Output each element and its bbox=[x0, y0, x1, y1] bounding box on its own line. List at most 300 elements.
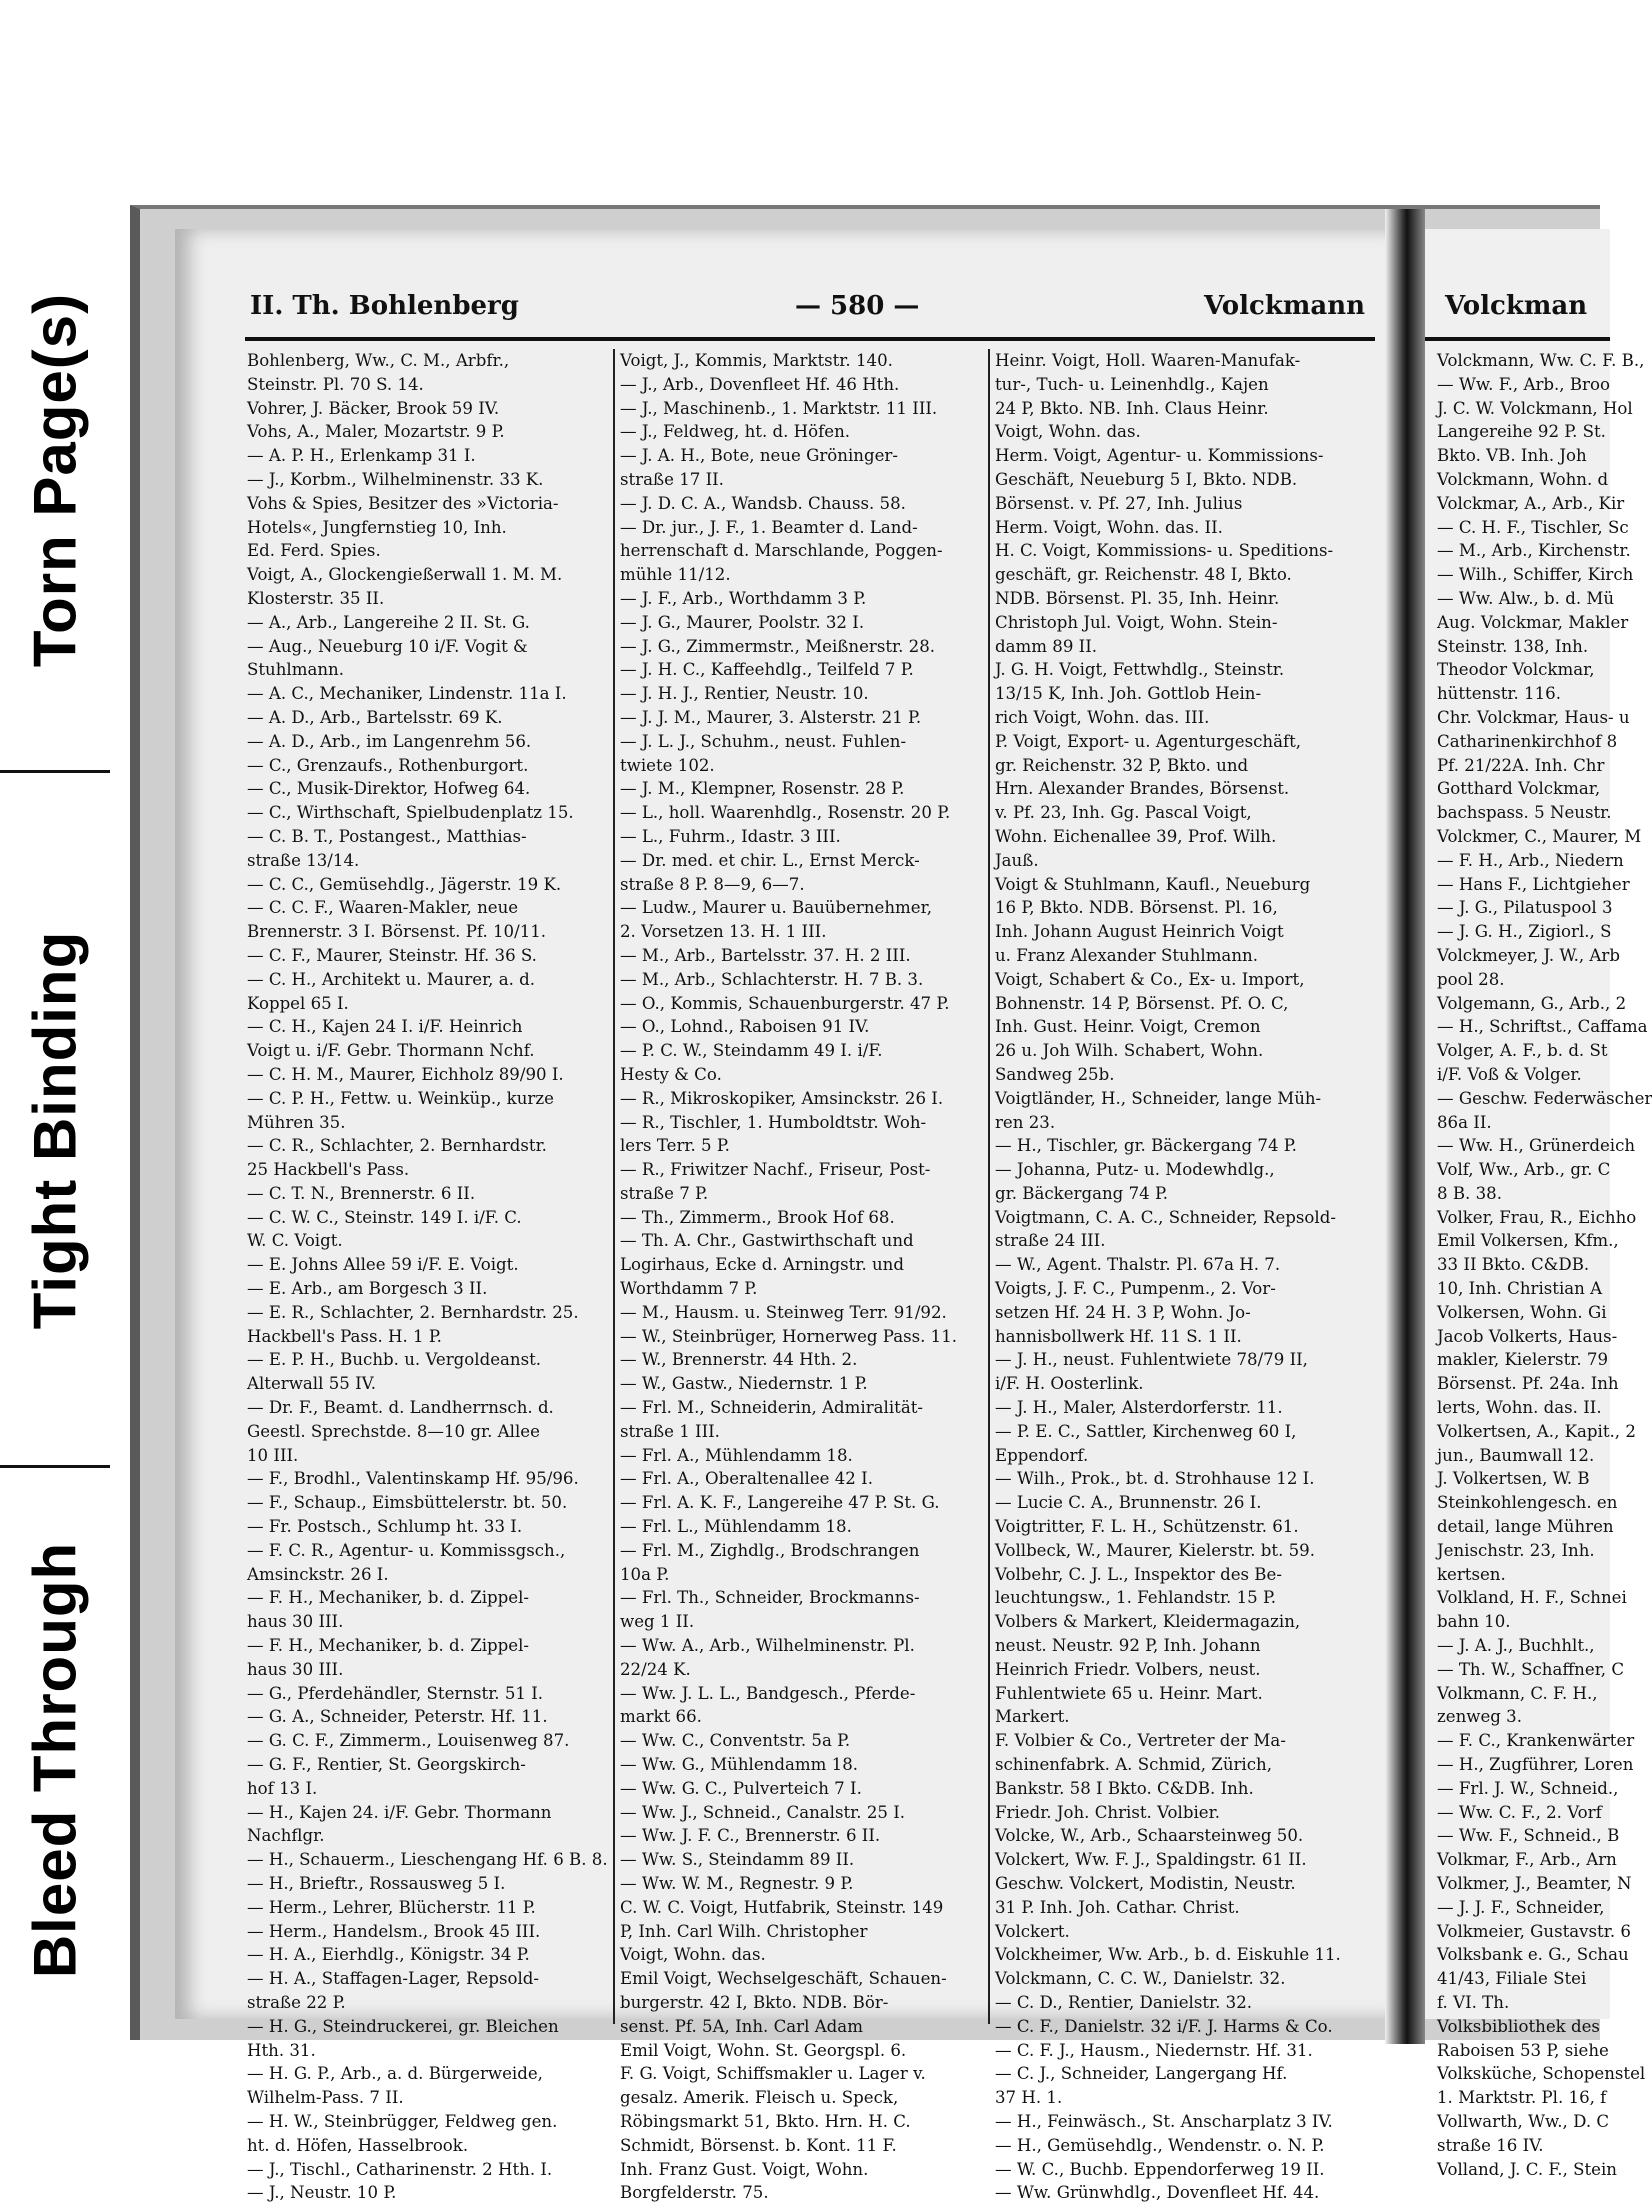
entry-line: Brennerstr. 3 I. Börsenst. Pf. 10/11. bbox=[247, 922, 547, 942]
entry-line: 26 u. Joh Wilh. Schabert, Wohn. bbox=[995, 1041, 1264, 1061]
entry-line: ht. d. Höfen, Hasselbrook. bbox=[247, 2135, 469, 2155]
entry-line: Vohrer, J. Bäcker, Brook 59 IV. bbox=[247, 398, 500, 418]
entry-line: — Fr. Postsch., Schlump ht. 33 I. bbox=[247, 1517, 523, 1537]
entry-line: — Frl. Th., Schneider, Brockmanns- bbox=[620, 1588, 920, 1608]
entry-line: — J. G., Pilatuspool 3 bbox=[1437, 898, 1613, 918]
entry-line: pool 28. bbox=[1437, 969, 1505, 989]
entry-line: hannisbollwerk Hf. 11 S. 1 II. bbox=[995, 1326, 1242, 1346]
entry-line: gr. Bäckergang 74 P. bbox=[995, 1183, 1169, 1203]
entry-line: — H., Schauerm., Lieschengang Hf. 6 B. 8. bbox=[247, 1850, 608, 1870]
entry-line: Vollwarth, Ww., D. C bbox=[1437, 2111, 1610, 2131]
entry-line: — L., holl. Waarenhdlg., Rosenstr. 20 P. bbox=[620, 803, 951, 823]
entry-line: bachspass. 5 Neustr. bbox=[1437, 803, 1612, 823]
entry-line: Heinrich Friedr. Volbers, neust. bbox=[995, 1659, 1261, 1679]
entry-line: — C. H., Kajen 24 I. i/F. Heinrich bbox=[247, 1017, 523, 1037]
entry-line: Wilhelm-Pass. 7 II. bbox=[247, 2088, 404, 2108]
entry-line: neust. Neustr. 92 P, Inh. Johann bbox=[995, 1636, 1261, 1656]
entry-line: Voigtländer, H., Schneider, lange Müh- bbox=[995, 1088, 1322, 1108]
entry-line: — Dr. F., Beamt. d. Landherrnsch. d. bbox=[247, 1398, 554, 1418]
entry-line: Volkmann, C. F. H., bbox=[1437, 1683, 1598, 1703]
entry-line: Sandweg 25b. bbox=[995, 1064, 1115, 1084]
entry-line: — Frl. A., Oberaltenallee 42 I. bbox=[620, 1469, 873, 1489]
entry-line: — C. H. F., Tischler, Sc bbox=[1437, 517, 1629, 537]
entry-line: — J., Feldweg, ht. d. Höfen. bbox=[620, 422, 851, 442]
entry-line: Inh. Gust. Heinr. Voigt, Cremon bbox=[995, 1017, 1261, 1037]
entry-line: Amsinckstr. 26 I. bbox=[247, 1564, 389, 1584]
entry-line: straße 7 P. bbox=[620, 1183, 709, 1203]
entry-line: Voigts, J. F. C., Pumpenm., 2. Vor- bbox=[995, 1279, 1276, 1299]
entry-line: P, Inh. Carl Wilh. Christopher bbox=[620, 1921, 868, 1941]
entry-line: — C., Musik-Direktor, Hofweg 64. bbox=[247, 779, 531, 799]
entry-line: Volckmar, A., Arb., Kir bbox=[1437, 493, 1625, 513]
entry-line: Volkmeier, Gustavstr. 6 bbox=[1437, 1921, 1631, 1941]
entry-line: — H. G. P., Arb., a. d. Bürgerweide, bbox=[247, 2064, 543, 2084]
entry-line: — F. H., Arb., Niedern bbox=[1437, 850, 1624, 870]
entry-line: — Ww. F., Schneid., B bbox=[1437, 1826, 1620, 1846]
entry-line: — W., Gastw., Niedernstr. 1 P. bbox=[620, 1374, 868, 1394]
entry-line: — E. P. H., Buchb. u. Vergoldeanst. bbox=[247, 1350, 542, 1370]
entry-line: J. Volkertsen, W. B bbox=[1437, 1469, 1590, 1489]
entry-line: Volkersen, Wohn. Gi bbox=[1437, 1302, 1607, 1322]
entry-line: Christoph Jul. Voigt, Wohn. Stein- bbox=[995, 612, 1278, 632]
entry-line: — Frl. A., Mühlendamm 18. bbox=[620, 1445, 853, 1465]
entry-line: Pf. 21/22A. Inh. Chr bbox=[1437, 755, 1605, 775]
entry-line: — Ww. Grünwhdlg., Dovenfleet Hf. 44. bbox=[995, 2183, 1320, 2203]
entry-line: — O., Lohnd., Raboisen 91 IV. bbox=[620, 1017, 870, 1037]
entry-line: — Frl. J. W., Schneid., bbox=[1437, 1778, 1619, 1798]
entry-line: damm 89 II. bbox=[995, 636, 1098, 656]
entry-line: Jenischstr. 23, Inh. bbox=[1437, 1540, 1595, 1560]
entry-line: — P. C. W., Steindamm 49 I. i/F. bbox=[620, 1041, 883, 1061]
entry-line: haus 30 III. bbox=[247, 1612, 344, 1632]
entry-line: — F. C. R., Agentur- u. Kommissgsch., bbox=[247, 1540, 566, 1560]
entry-line: Volger, A. F., b. d. St bbox=[1437, 1041, 1608, 1061]
entry-line: Emil Voigt, Wohn. St. Georgspl. 6. bbox=[620, 2040, 907, 2060]
column-2 bbox=[620, 349, 985, 2205]
entry-line: 10a P. bbox=[620, 1564, 670, 1584]
page-number: — 580 — bbox=[795, 291, 920, 321]
entry-line: — Ww. C., Conventstr. 5a P. bbox=[620, 1731, 851, 1751]
entry-line: — Ww. J., Schneid., Canalstr. 25 I. bbox=[620, 1802, 906, 1822]
entry-line: — R., Tischler, 1. Humboldtstr. Woh- bbox=[620, 1112, 927, 1132]
entry-line: Bohlenberg, Ww., C. M., Arbfr., bbox=[247, 351, 510, 370]
entry-line: — J. L. J., Schuhm., neust. Fuhlen- bbox=[620, 731, 907, 751]
entry-line: Volker, Frau, R., Eichho bbox=[1437, 1207, 1637, 1227]
entry-line: setzen Hf. 24 H. 3 P, Wohn. Jo- bbox=[995, 1302, 1251, 1322]
entry-line: 2. Vorsetzen 13. H. 1 III. bbox=[620, 922, 827, 942]
entry-line: Koppel 65 I. bbox=[247, 993, 349, 1013]
entry-line: — Ww. H., Grünerdeich bbox=[1437, 1136, 1636, 1156]
entry-line: bahn 10. bbox=[1437, 1612, 1511, 1632]
entry-line: Röbingsmarkt 51, Bkto. Hrn. H. C. bbox=[620, 2111, 911, 2131]
entry-line: — J. H. J., Rentier, Neustr. 10. bbox=[620, 684, 869, 704]
entry-line: Schmidt, Börsenst. b. Kont. 11 F. bbox=[620, 2135, 897, 2155]
entry-line: — C. R., Schlachter, 2. Bernhardstr. bbox=[247, 1136, 547, 1156]
entry-line: Volckert. bbox=[995, 1921, 1070, 1941]
entry-line: — C. W. C., Steinstr. 149 I. i/F. C. bbox=[247, 1207, 522, 1227]
entry-line: Aug. Volckmar, Makler bbox=[1437, 612, 1629, 632]
entry-line: Volkertsen, A., Kapit., 2 bbox=[1437, 1421, 1636, 1441]
entry-line: herrenschaft d. Marschlande, Poggen- bbox=[620, 541, 943, 561]
entry-line: — J. G., Maurer, Poolstr. 32 I. bbox=[620, 612, 865, 632]
column-rule bbox=[988, 349, 990, 2024]
page-header bbox=[175, 291, 1390, 331]
entry-line: 41/43, Filiale Stei bbox=[1437, 1969, 1587, 1989]
entry-line: F. G. Voigt, Schiffsmakler u. Lager v. bbox=[620, 2064, 926, 2084]
entry-line: — J. H., Maler, Alsterdorferstr. 11. bbox=[995, 1398, 1283, 1418]
entry-line: Jauß. bbox=[995, 850, 1039, 870]
tight-binding-label: Tight Binding bbox=[21, 930, 89, 1330]
binding-gutter bbox=[1385, 209, 1425, 2044]
entry-line: Inh. Johann August Heinrich Voigt bbox=[995, 922, 1284, 942]
entry-line: zenweg 3. bbox=[1437, 1707, 1523, 1727]
entry-line: Heinr. Voigt, Holl. Waaren-Manufak- bbox=[995, 351, 1301, 370]
entry-line: — Ww. G. C., Pulverteich 7 I. bbox=[620, 1778, 862, 1798]
entry-line: Hesty & Co. bbox=[620, 1064, 722, 1084]
entry-line: Steinstr. 138, Inh. bbox=[1437, 636, 1589, 656]
entry-line: Friedr. Joh. Christ. Volbier. bbox=[995, 1802, 1220, 1822]
entry-line: gr. Reichenstr. 32 P, Bkto. und bbox=[995, 755, 1249, 775]
entry-line: 22/24 K. bbox=[620, 1659, 691, 1679]
facing-page bbox=[1425, 229, 1652, 2179]
header-right: Volckmann bbox=[1203, 291, 1365, 321]
entry-line: rich Voigt, Wohn. das. III. bbox=[995, 707, 1210, 727]
entry-line: Volckmeyer, J. W., Arb bbox=[1437, 945, 1620, 965]
entry-line: straße 17 II. bbox=[620, 469, 724, 489]
entry-line: Börsenst. Pf. 24a. Inh bbox=[1437, 1374, 1619, 1394]
entry-line: — J. F., Arb., Worthdamm 3 P. bbox=[620, 588, 867, 608]
entry-line: 37 H. 1. bbox=[995, 2088, 1063, 2108]
entry-line: — Th. W., Schaffner, C bbox=[1437, 1659, 1625, 1679]
entry-line: — J. H., neust. Fuhlentwiete 78/79 II, bbox=[995, 1350, 1308, 1370]
entry-line: Volkmer, J., Beamter, N bbox=[1437, 1874, 1632, 1893]
entry-line: Inh. Franz Gust. Voigt, Wohn. bbox=[620, 2159, 869, 2179]
entry-line: — Dr. jur., J. F., 1. Beamter d. Land- bbox=[620, 517, 918, 537]
entry-line: Worthdamm 7 P. bbox=[620, 1279, 758, 1299]
entry-line: — Dr. med. et chir. L., Ernst Merck- bbox=[620, 850, 920, 870]
entry-line: — F., Schaup., Eimsbüttelerstr. bt. 50. bbox=[247, 1493, 568, 1513]
entry-line: Volckheimer, Ww. Arb., b. d. Eiskuhle 11. bbox=[995, 1945, 1341, 1965]
entry-line: — M., Arb., Kirchenstr. bbox=[1437, 541, 1631, 561]
entry-line: — G. A., Schneider, Peterstr. Hf. 11. bbox=[247, 1707, 548, 1727]
entry-line: — O., Kommis, Schauenburgerstr. 47 P. bbox=[620, 993, 950, 1013]
entry-line: straße 22 P. bbox=[247, 1992, 346, 2012]
entry-line: — C. C., Gemüsehdlg., Jägerstr. 19 K. bbox=[247, 874, 562, 894]
entry-line: — Johanna, Putz- u. Modewhdlg., bbox=[995, 1160, 1275, 1180]
entry-line: lerts, Wohn. das. II. bbox=[1437, 1398, 1602, 1418]
entry-line: i/F. H. Oosterlink. bbox=[995, 1374, 1144, 1394]
entry-line: — Th. A. Chr., Gastwirthschaft und bbox=[620, 1231, 914, 1251]
entry-line: Hackbell's Pass. H. 1 P. bbox=[247, 1326, 442, 1346]
entry-line: — J. A. H., Bote, neue Gröninger- bbox=[620, 446, 898, 466]
entry-line: Jacob Volkerts, Haus- bbox=[1437, 1326, 1618, 1346]
entry-line: W. C. Voigt. bbox=[247, 1231, 343, 1251]
entry-line: twiete 102. bbox=[620, 755, 715, 775]
entry-line: Fuhlentwiete 65 u. Heinr. Mart. bbox=[995, 1683, 1263, 1703]
entry-line: straße 24 III. bbox=[995, 1231, 1106, 1251]
entry-line: — Ww. S., Steindamm 89 II. bbox=[620, 1850, 855, 1870]
entry-line: Bohnenstr. 14 P, Börsenst. Pf. O. C, bbox=[995, 993, 1289, 1013]
column-4 bbox=[1437, 349, 1652, 2181]
entry-line: — C. H., Architekt u. Maurer, a. d. bbox=[247, 969, 536, 989]
entry-line: — H., Gemüsehdlg., Wendenstr. o. N. P. bbox=[995, 2135, 1325, 2155]
entry-line: Emil Volkersen, Kfm., bbox=[1437, 1231, 1619, 1251]
entry-line: — W. C., Buchb. Eppendorferweg 19 II. bbox=[995, 2159, 1325, 2179]
entry-line: Volf, Ww., Arb., gr. C bbox=[1437, 1160, 1611, 1180]
entry-line: — C., Grenzaufs., Rothenburgort. bbox=[247, 755, 529, 775]
entry-line: senst. Pf. 5A, Inh. Carl Adam bbox=[620, 2016, 863, 2036]
entry-line: — H., Feinwäsch., St. Anscharplatz 3 IV. bbox=[995, 2111, 1333, 2131]
entry-line: NDB. Börsenst. Pl. 35, Inh. Heinr. bbox=[995, 588, 1280, 608]
entry-line: — C. F., Maurer, Steinstr. Hf. 36 S. bbox=[247, 945, 537, 965]
entry-line: Mühren 35. bbox=[247, 1112, 346, 1132]
entry-line: — Ww. F., Arb., Broo bbox=[1437, 374, 1610, 394]
entry-line: i/F. Voß & Volger. bbox=[1437, 1064, 1582, 1084]
entry-line: hof 13 I. bbox=[247, 1778, 318, 1798]
margin-divider bbox=[0, 770, 110, 773]
entry-line: gesalz. Amerik. Fleisch u. Speck, bbox=[620, 2088, 899, 2108]
entry-line: F. Volbier & Co., Vertreter der Ma- bbox=[995, 1731, 1286, 1751]
entry-line: — F. C., Krankenwärter bbox=[1437, 1731, 1635, 1751]
entry-line: Voigt, Wohn. das. bbox=[995, 422, 1141, 442]
entry-line: Volckert, Ww. F. J., Spaldingstr. 61 II. bbox=[995, 1850, 1307, 1870]
entry-line: — Ww. A., Arb., Wilhelminenstr. Pl. bbox=[620, 1636, 915, 1656]
entry-line: geschäft, gr. Reichenstr. 48 I, Bkto. bbox=[995, 565, 1292, 585]
entry-line: — F., Brodhl., Valentinskamp Hf. 95/96. bbox=[247, 1469, 579, 1489]
entry-line: — Frl. M., Schneiderin, Admiralität- bbox=[620, 1398, 923, 1418]
entry-line: straße 16 IV. bbox=[1437, 2135, 1544, 2155]
entry-line: — W., Steinbrüger, Hornerweg Pass. 11. bbox=[620, 1326, 958, 1346]
entry-line: tur-, Tuch- u. Leinenhdlg., Kajen bbox=[995, 374, 1269, 394]
entry-line: Theodor Volckmar, bbox=[1437, 660, 1595, 680]
entry-line: Volckmann, Ww. C. F. B., bbox=[1437, 351, 1645, 370]
entry-line: — H., Kajen 24. i/F. Gebr. Thormann bbox=[247, 1802, 552, 1822]
entry-line: — C. C. F., Waaren-Makler, neue bbox=[247, 898, 519, 918]
entry-line: Volksbank e. G., Schau bbox=[1437, 1945, 1629, 1965]
entry-line: Hth. 31. bbox=[247, 2040, 316, 2060]
entry-line: J. G. H. Voigt, Fettwhdlg., Steinstr. bbox=[995, 660, 1285, 680]
entry-line: straße 13/14. bbox=[247, 850, 360, 870]
entry-line: — M., Arb., Schlachterstr. H. 7 B. 3. bbox=[620, 969, 924, 989]
entry-line: — A. C., Mechaniker, Lindenstr. 11a I. bbox=[247, 684, 567, 704]
header-rule bbox=[1425, 337, 1610, 341]
entry-line: Ed. Ferd. Spies. bbox=[247, 541, 381, 561]
entry-line: Raboisen 53 P, siehe bbox=[1437, 2040, 1609, 2060]
entry-line: — E. Johns Allee 59 i/F. E. Voigt. bbox=[247, 1255, 519, 1275]
entry-line: — J., Neustr. 10 P. bbox=[247, 2183, 397, 2203]
entry-line: Logirhaus, Ecke d. Arningstr. und bbox=[620, 1255, 904, 1275]
entry-line: — H., Schriftst., Caffama bbox=[1437, 1017, 1648, 1037]
entry-line: Klosterstr. 35 II. bbox=[247, 588, 385, 608]
entry-line: — Geschw. Federwäscher bbox=[1437, 1088, 1652, 1108]
entry-line: — E. R., Schlachter, 2. Bernhardstr. 25. bbox=[247, 1302, 579, 1322]
entry-line: — F. H., Mechaniker, b. d. Zippel- bbox=[247, 1636, 530, 1656]
entry-line: — W., Agent. Thalstr. Pl. 67a H. 7. bbox=[995, 1255, 1281, 1275]
entry-line: — Herm., Handelsm., Brook 45 III. bbox=[247, 1921, 541, 1941]
entry-line: — J. G. H., Zigiorl., S bbox=[1437, 922, 1612, 942]
entry-line: Langereihe 92 P. St. bbox=[1437, 422, 1606, 442]
entry-line: Volckmann, Wohn. d bbox=[1437, 469, 1609, 489]
header-rule bbox=[245, 337, 1375, 341]
entry-line: — Hans F., Lichtgieher bbox=[1437, 874, 1630, 894]
entry-line: — G., Pferdehändler, Sternstr. 51 I. bbox=[247, 1683, 544, 1703]
entry-line: Alterwall 55 IV. bbox=[247, 1374, 376, 1394]
entry-line: — Wilh., Prok., bt. d. Strohhause 12 I. bbox=[995, 1469, 1315, 1489]
entry-line: Steinstr. Pl. 70 S. 14. bbox=[247, 374, 424, 394]
entry-line: H. C. Voigt, Kommissions- u. Speditions- bbox=[995, 541, 1334, 561]
entry-line: 13/15 K, Inh. Joh. Gottlob Hein- bbox=[995, 684, 1262, 704]
entry-line: — A. D., Arb., im Langenrehm 56. bbox=[247, 731, 532, 751]
entry-line: Emil Voigt, Wechselgeschäft, Schauen- bbox=[620, 1969, 947, 1989]
scanned-book bbox=[130, 205, 1652, 2203]
entry-line: Voigt, Schabert & Co., Ex- u. Import, bbox=[995, 969, 1305, 989]
entry-line: Vohs, A., Maler, Mozartstr. 9 P. bbox=[247, 422, 505, 442]
entry-line: — C. D., Rentier, Danielstr. 32. bbox=[995, 1992, 1253, 2012]
entry-line: Voigt, Wohn. das. bbox=[620, 1945, 766, 1965]
entry-line: — A. P. H., Erlenkamp 31 I. bbox=[247, 446, 476, 466]
entry-line: Nachflgr. bbox=[247, 1826, 325, 1846]
entry-line: u. Franz Alexander Stuhlmann. bbox=[995, 945, 1258, 965]
entry-line: — Ww. J. F. C., Brennerstr. 6 II. bbox=[620, 1826, 881, 1846]
entry-line: lers Terr. 5 P. bbox=[620, 1136, 730, 1156]
entry-line: — R., Mikroskopiker, Amsinckstr. 26 I. bbox=[620, 1088, 944, 1108]
bleed-through-label: Bleed Through bbox=[21, 1541, 89, 1979]
entry-line: — C., Wirthschaft, Spielbudenplatz 15. bbox=[247, 803, 574, 823]
entry-line: — A., Arb., Langereihe 2 II. St. G. bbox=[247, 612, 530, 632]
entry-line: — J. D. C. A., Wandsb. Chauss. 58. bbox=[620, 493, 906, 513]
entry-line: — R., Friwitzer Nachf., Friseur, Post- bbox=[620, 1160, 931, 1180]
entry-line: kertsen. bbox=[1437, 1564, 1506, 1584]
entry-line: — P. E. C., Sattler, Kirchenweg 60 I, bbox=[995, 1421, 1297, 1441]
entry-line: — H., Zugführer, Loren bbox=[1437, 1755, 1634, 1775]
entry-line: — W., Brennerstr. 44 Hth. 2. bbox=[620, 1350, 858, 1370]
entry-line: schinenfabrk. A. Schmid, Zürich, bbox=[995, 1755, 1272, 1775]
entry-line: — G. F., Rentier, St. Georgskirch- bbox=[247, 1755, 526, 1775]
entry-line: Eppendorf. bbox=[995, 1445, 1089, 1465]
entry-line: burgerstr. 42 I, Bkto. NDB. Bör- bbox=[620, 1992, 889, 2012]
entry-line: — C. B. T., Postangest., Matthias- bbox=[247, 826, 527, 846]
entry-line: Volksküche, Schopenstel bbox=[1437, 2064, 1646, 2084]
entry-line: — F. H., Mechaniker, b. d. Zippel- bbox=[247, 1588, 530, 1608]
entry-line: — H. A., Staffagen-Lager, Repsold- bbox=[247, 1969, 540, 1989]
entry-line: — J., Tischl., Catharinenstr. 2 Hth. I. bbox=[247, 2159, 553, 2179]
entry-line: — J. J. M., Maurer, 3. Alsterstr. 21 P. bbox=[620, 707, 922, 727]
entry-line: detail, lange Mühren bbox=[1437, 1517, 1614, 1537]
entry-line: Volgemann, G., Arb., 2 bbox=[1437, 993, 1627, 1013]
entry-line: — Aug., Neueburg 10 i/F. Vogit & bbox=[247, 636, 528, 656]
entry-line: Herm. Voigt, Agentur- u. Kommissions- bbox=[995, 446, 1324, 466]
column-rule bbox=[613, 349, 615, 2024]
entry-line: Geestl. Sprechstde. 8—10 gr. Allee bbox=[247, 1421, 540, 1441]
entry-line: Hotels«, Jungfernstieg 10, Inh. bbox=[247, 517, 507, 537]
entry-line: — J. A. J., Buchhlt., bbox=[1437, 1636, 1595, 1656]
entry-line: Voigtmann, C. A. C., Schneider, Repsold- bbox=[995, 1207, 1336, 1227]
entry-line: v. Pf. 23, Inh. Gg. Pascal Voigt, bbox=[995, 803, 1252, 823]
entry-line: — C. J., Schneider, Langergang Hf. bbox=[995, 2064, 1288, 2084]
entry-line: — Herm., Lehrer, Blücherstr. 11 P. bbox=[247, 1897, 536, 1917]
entry-line: Herm. Voigt, Wohn. das. II. bbox=[995, 517, 1223, 537]
entry-line: P. Voigt, Export- u. Agenturgeschäft, bbox=[995, 731, 1302, 751]
entry-line: Bkto. VB. Inh. Joh bbox=[1437, 446, 1587, 466]
entry-line: haus 30 III. bbox=[247, 1659, 344, 1679]
entry-line: Voigt u. i/F. Gebr. Thormann Nchf. bbox=[247, 1041, 535, 1061]
facing-page-header: Volckman bbox=[1445, 291, 1588, 321]
margin-divider bbox=[0, 1465, 110, 1468]
entry-line: 16 P, Bkto. NDB. Börsenst. Pl. 16, bbox=[995, 898, 1278, 918]
entry-line: straße 8 P. 8—9, 6—7. bbox=[620, 874, 805, 894]
entry-line: 24 P, Bkto. NB. Inh. Claus Heinr. bbox=[995, 398, 1269, 418]
entry-line: — Frl. M., Zighdlg., Brodschrangen bbox=[620, 1540, 920, 1560]
entry-line: — J. J. F., Schneider, bbox=[1437, 1897, 1605, 1917]
entry-line: Geschäft, Neueburg 5 I, Bkto. NDB. bbox=[995, 469, 1298, 489]
entry-line: Volland, J. C. F., Stein bbox=[1437, 2159, 1617, 2179]
entry-line: — C. H. M., Maurer, Eichholz 89/90 I. bbox=[247, 1064, 564, 1084]
entry-line: Volkmar, F., Arb., Arn bbox=[1437, 1850, 1617, 1870]
entry-line: Geschw. Volckert, Modistin, Neustr. bbox=[995, 1874, 1296, 1893]
entry-line: — M., Arb., Bartelsstr. 37. H. 2 III. bbox=[620, 945, 911, 965]
entry-line: 86a II. bbox=[1437, 1112, 1492, 1132]
entry-line: C. W. C. Voigt, Hutfabrik, Steinstr. 149 bbox=[620, 1897, 944, 1917]
entry-line: — C. P. H., Fettw. u. Weinküp., kurze bbox=[247, 1088, 554, 1108]
entry-line: — A. D., Arb., Bartelsstr. 69 K. bbox=[247, 707, 503, 727]
entry-line: — J. M., Klempner, Rosenstr. 28 P. bbox=[620, 779, 905, 799]
entry-line: — Lucie C. A., Brunnenstr. 26 I. bbox=[995, 1493, 1262, 1513]
entry-line: Hrn. Alexander Brandes, Börsenst. bbox=[995, 779, 1290, 799]
entry-line: — L., Fuhrm., Idastr. 3 III. bbox=[620, 826, 841, 846]
entry-line: mühle 11/12. bbox=[620, 565, 731, 585]
entry-line: Voigt, J., Kommis, Marktstr. 140. bbox=[620, 351, 893, 370]
entry-line: Volbehr, C. J. L., Inspektor des Be- bbox=[995, 1564, 1282, 1584]
entry-line: — J., Korbm., Wilhelminenstr. 33 K. bbox=[247, 469, 544, 489]
entry-line: Volkland, H. F., Schnei bbox=[1437, 1588, 1627, 1608]
entry-line: 8 B. 38. bbox=[1437, 1183, 1502, 1203]
entry-line: — Ww. W. M., Regnestr. 9 P. bbox=[620, 1874, 854, 1893]
entry-line: 1. Marktstr. Pl. 16, f bbox=[1437, 2088, 1607, 2108]
entry-line: — G. C. F., Zimmerm., Louisenweg 87. bbox=[247, 1731, 570, 1751]
entry-line: markt 66. bbox=[620, 1707, 702, 1727]
entry-line: 33 II Bkto. C&DB. bbox=[1437, 1255, 1590, 1275]
entry-line: — H. G., Steindruckerei, gr. Bleichen bbox=[247, 2016, 559, 2036]
entry-line: — Ww. Alw., b. d. Mü bbox=[1437, 588, 1615, 608]
entry-line: — Ww. C. F., 2. Vorf bbox=[1437, 1802, 1602, 1822]
entry-line: weg 1 II. bbox=[620, 1612, 695, 1632]
entry-line: Volksbibliothek des bbox=[1437, 2016, 1600, 2036]
entry-line: Volckmer, C., Maurer, M bbox=[1437, 826, 1642, 846]
entry-line: 31 P. Inh. Joh. Cathar. Christ. bbox=[995, 1897, 1240, 1917]
entry-line: — C. T. N., Brennerstr. 6 II. bbox=[247, 1183, 476, 1203]
entry-line: — Ww. G., Mühlendamm 18. bbox=[620, 1755, 859, 1775]
entry-line: — J., Maschinenb., 1. Marktstr. 11 III. bbox=[620, 398, 938, 418]
entry-line: — Ww. J. L. L., Bandgesch., Pferde- bbox=[620, 1683, 916, 1703]
entry-line: 10, Inh. Christian A bbox=[1437, 1279, 1603, 1299]
entry-line: Steinkohlengesch. en bbox=[1437, 1493, 1618, 1513]
entry-line: Wohn. Eichenallee 39, Prof. Wilh. bbox=[995, 826, 1277, 846]
entry-line: — H. A., Eierhdlg., Königstr. 34 P. bbox=[247, 1945, 530, 1965]
entry-line: — H., Brieftr., Rossausweg 5 I. bbox=[247, 1874, 506, 1893]
entry-line: Markert. bbox=[995, 1707, 1070, 1727]
entry-line: Borgfelderstr. 75. bbox=[620, 2183, 769, 2203]
entry-line: — M., Hausm. u. Steinweg Terr. 91/92. bbox=[620, 1302, 947, 1322]
entry-line: Vollbeck, W., Maurer, Kielerstr. bt. 59. bbox=[995, 1540, 1316, 1560]
entry-line: Börsenst. v. Pf. 27, Inh. Julius bbox=[995, 493, 1243, 513]
entry-line: jun., Baumwall 12. bbox=[1437, 1445, 1595, 1465]
entry-line: — C. F. J., Hausm., Niedernstr. Hf. 31. bbox=[995, 2040, 1313, 2060]
entry-line: leuchtungsw., 1. Fehlandstr. 15 P. bbox=[995, 1588, 1277, 1608]
entry-line: — Frl. L., Mühlendamm 18. bbox=[620, 1517, 852, 1537]
entry-line: Chr. Volckmar, Haus- u bbox=[1437, 707, 1630, 727]
directory-page bbox=[175, 229, 1390, 2203]
entry-line: makler, Kielerstr. 79 bbox=[1437, 1350, 1609, 1370]
